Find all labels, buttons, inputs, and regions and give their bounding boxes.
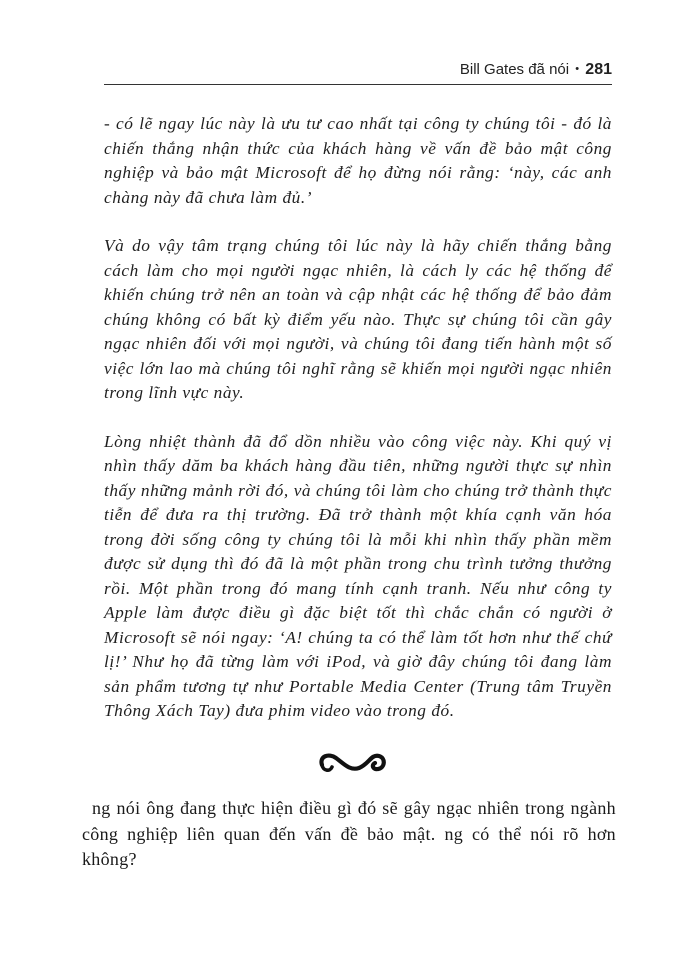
swash-ornament-icon (314, 744, 390, 780)
page-number: 281 (585, 61, 612, 78)
interviewer-question (82, 796, 616, 873)
quote-paragraph-3: Lòng nhiệt thành đã đổ dồn nhiều vào công việc này. Khi quý vị nhìn thấy dăm ba khách hàng đầu tiên, những người thực sự nhìn thấy những mảnh rời đó, và chúng tôi làm cho chúng trở thành thực tiễn để đưa ra thị trường. Đã trở thành một khía cạnh văn hóa trong đời sống công ty chúng tôi là mỗi khi nhìn thấy phần mềm được sử dụng thì đó đã là một phần trong chu trình tưởng thưởng rồi. Một phần trong đó mang tính cạnh tranh. Nếu như công ty Apple làm được điều gì đặc biệt tốt thì chắc chắn có người ở Microsoft sẽ nói ngay: ‘A! chúng ta có thể làm tốt hơn như thế chứ lị!’ Như họ đã từng làm với iPod, và giờ đây chúng tôi đang làm sản phẩm tương tự như Portable Media Center (Trung tâm Truyền Thông Xách Tay) đưa phim video vào trong đó. (104, 431, 612, 720)
quote-block (104, 112, 612, 748)
swash-ornament-tail (322, 765, 332, 770)
header-rule (104, 84, 612, 85)
book-title: Bill Gates đã nói (459, 61, 570, 78)
quote-paragraph-2: Và do vậy tâm trạng chúng tôi lúc này là hãy chiến thắng bằng cách làm cho mọi người ngạc nhiên, là cách ly các hệ thống để khiến chúng trở nên an toàn và cập nhật các hệ thống để bảo đảm chúng không có bất kỳ điểm yếu nào. Thực sự chúng tôi cần gây ngạc nhiên đối với mọi người, và chúng tôi đang tiến hành một số việc lớn lao mà chúng tôi nghĩ rằng sẽ khiến mọi người ngạc nhiên trong lĩnh vực này. (104, 236, 612, 402)
running-header (460, 61, 612, 79)
question-text: ng nói ông đang thực hiện điều gì đó sẽ gây ngạc nhiên trong ngành công nghiệp liên quan đến vấn đề bảo mật. ng có thể nói rõ hơn không? (82, 798, 616, 869)
quote-paragraph-1: - có lẽ ngay lúc này là ưu tư cao nhất tại công ty chúng tôi - đó là chiến thắng nhận thức của khách hàng về vấn đề bảo mật công nghiệp và bảo mật Microsoft để họ đừng nói rằng: ‘này, các anh chàng này đã chưa làm đủ.’ (104, 114, 612, 207)
bullet-separator: • (575, 63, 580, 75)
